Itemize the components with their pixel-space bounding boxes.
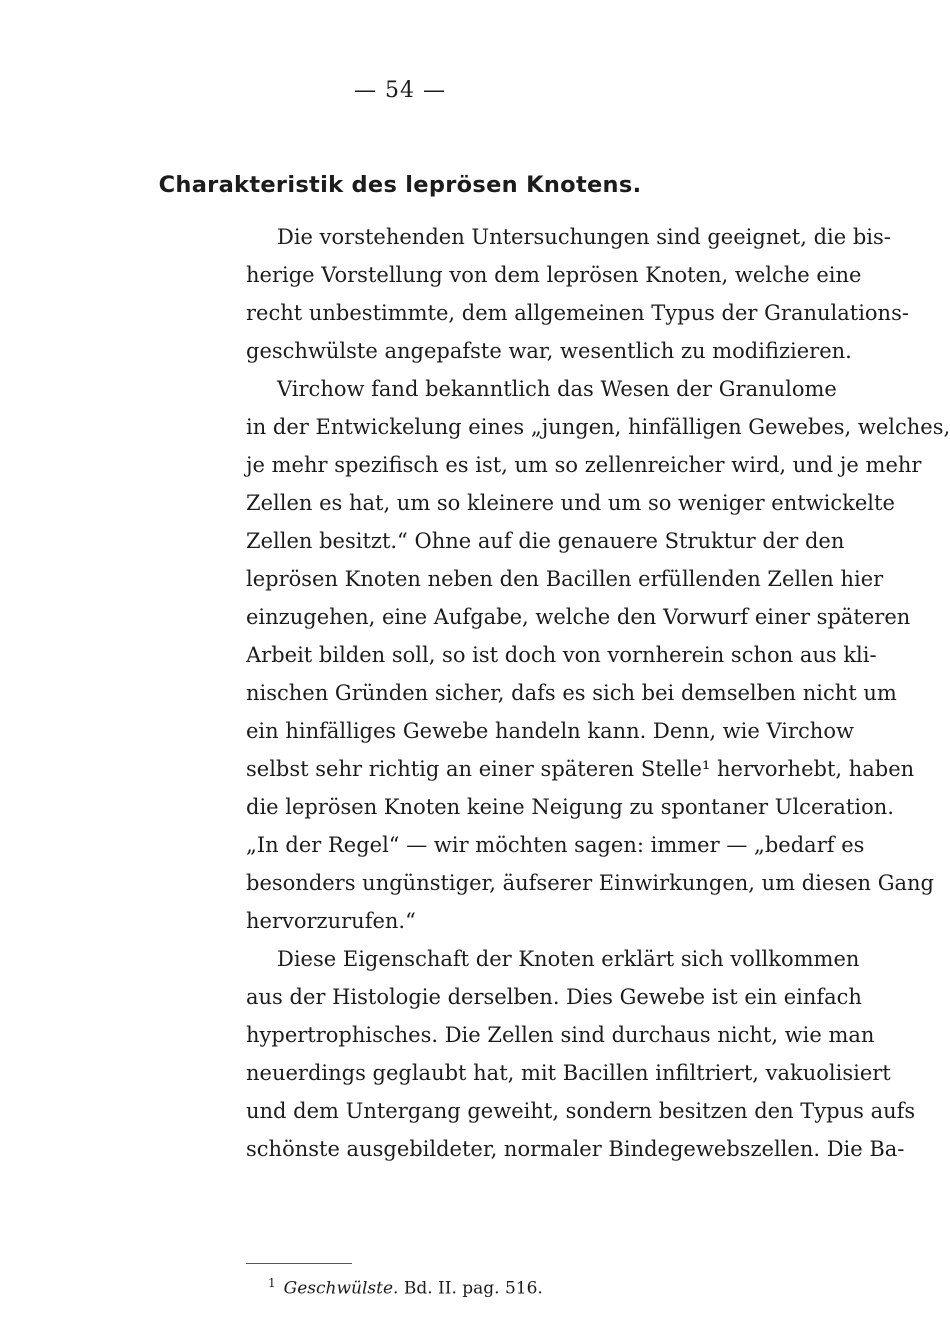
body-line: Diese Eigenschaft der Knoten erklärt sich vollkommen bbox=[277, 947, 860, 971]
body-line: schönste ausgebildeter, normaler Bindegewebszellen. Die Ba- bbox=[246, 1137, 905, 1161]
body-line: recht unbestimmte, dem allgemeinen Typus der Granulations- bbox=[246, 301, 909, 325]
body-line: die leprösen Knoten keine Neigung zu spontaner Ulceration. bbox=[246, 795, 894, 819]
body-line: besonders ungünstiger, äufserer Einwirkungen, um diesen Gang bbox=[246, 871, 934, 895]
page-number: — 54 — bbox=[354, 78, 446, 103]
body-line: herige Vorstellung von dem leprösen Knoten, welche eine bbox=[246, 263, 862, 287]
body-line: neuerdings geglaubt hat, mit Bacillen infiltriert, vakuolisiert bbox=[246, 1061, 891, 1085]
body-line: und dem Untergang geweiht, sondern besitzen den Typus aufs bbox=[246, 1099, 916, 1123]
body-line: „In der Regel“ — wir möchten sagen: immer — „bedarf es bbox=[246, 833, 865, 857]
body-line: nischen Gründen sicher, dafs es sich bei demselben nicht um bbox=[246, 681, 897, 705]
footnote bbox=[268, 1276, 543, 1299]
body-line: einzugehen, eine Aufgabe, welche den Vorwurf einer späteren bbox=[246, 605, 911, 629]
body-line: selbst sehr richtig an einer späteren Stelle¹ hervorhebt, haben bbox=[246, 757, 915, 781]
body-line: Zellen es hat, um so kleinere und um so weniger entwickelte bbox=[246, 491, 895, 515]
body-line: leprösen Knoten neben den Bacillen erfüllenden Zellen hier bbox=[246, 567, 884, 591]
footnote-title: Geschwülste. bbox=[283, 1278, 399, 1299]
body-line: Virchow fand bekanntlich das Wesen der Granulome bbox=[277, 377, 837, 401]
section-heading: Charakteristik des leprösen Knotens. bbox=[158, 172, 642, 198]
body-line: hervorzurufen.“ bbox=[246, 909, 416, 933]
body-line: geschwülste angepafste war, wesentlich zu modifizieren. bbox=[246, 339, 852, 363]
footnote-divider bbox=[246, 1263, 352, 1264]
body-line: hypertrophisches. Die Zellen sind durchaus nicht, wie man bbox=[246, 1023, 875, 1047]
body-line: Die vorstehenden Untersuchungen sind geeignet, die bis- bbox=[277, 225, 891, 249]
body-line: in der Entwickelung eines „jungen, hinfälligen Gewebes, welches, bbox=[246, 415, 950, 439]
body-line: Zellen besitzt.“ Ohne auf die genauere Struktur der den bbox=[246, 529, 845, 553]
body-line: Arbeit bilden soll, so ist doch von vornherein schon aus kli- bbox=[246, 643, 877, 667]
body-line: ein hinfälliges Gewebe handeln kann. Denn, wie Virchow bbox=[246, 719, 854, 743]
footnote-mark: 1 bbox=[268, 1276, 276, 1290]
body-line: je mehr spezifisch es ist, um so zellenreicher wird, und je mehr bbox=[246, 453, 922, 477]
footnote-reference: Bd. II. pag. 516. bbox=[403, 1278, 543, 1299]
body-line: aus der Histologie derselben. Dies Gewebe ist ein einfach bbox=[246, 985, 862, 1009]
